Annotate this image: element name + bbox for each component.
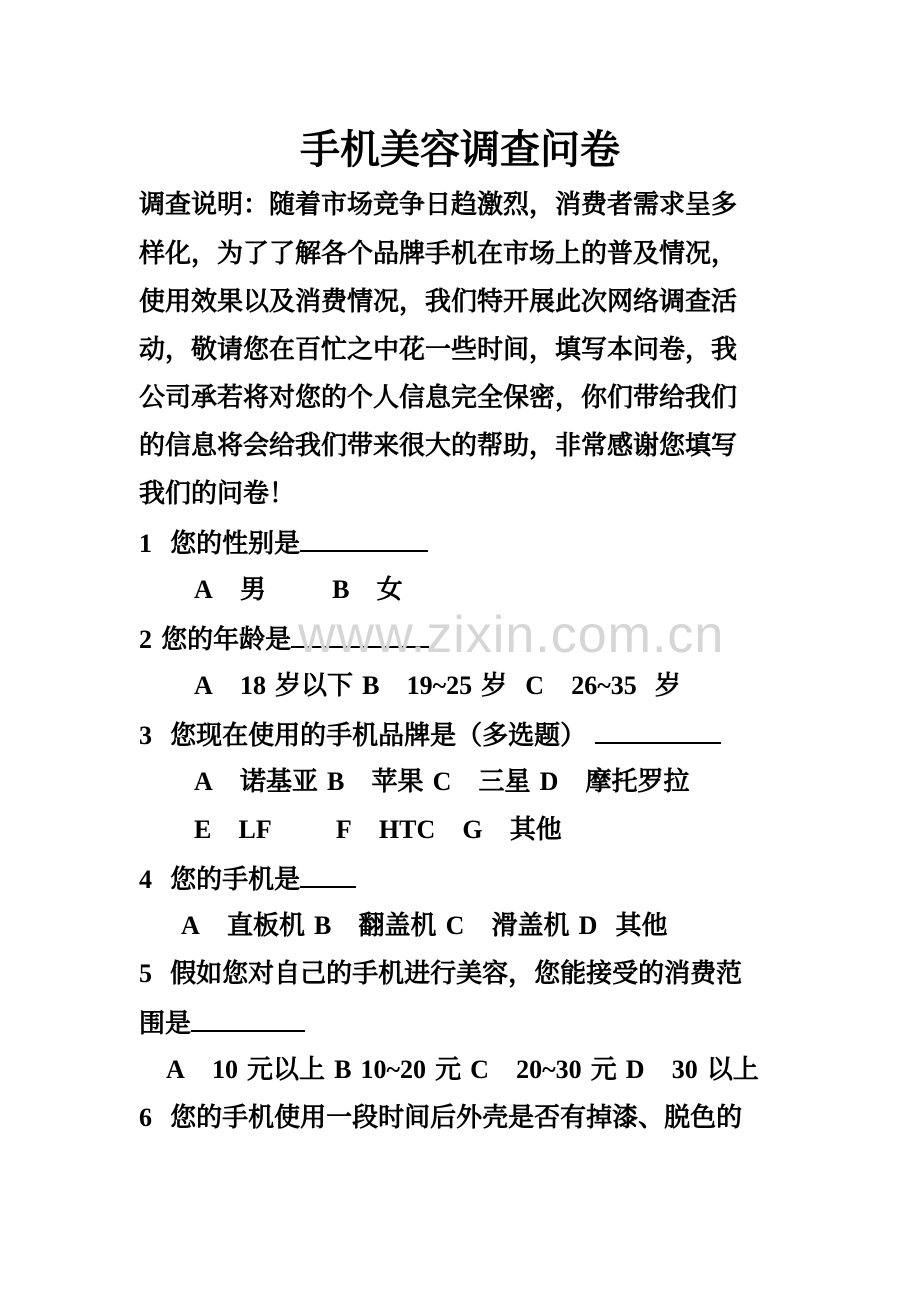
- question-5-options: [166, 1054, 759, 1086]
- question-number: 4: [139, 865, 152, 894]
- option-letter: C: [445, 911, 465, 940]
- option-letter: G: [462, 815, 483, 844]
- option-text: 滑盖机: [491, 911, 570, 941]
- question-4-options: [181, 910, 668, 942]
- option-letter: B: [362, 671, 380, 700]
- question-4: [139, 862, 356, 896]
- question-5-continued: [139, 1006, 305, 1040]
- intro-line-4: 动，敬请您在百忙之中花一些时间，填写本问卷，我: [139, 335, 738, 365]
- option-text: 元: [435, 1055, 462, 1085]
- question-2-options: [194, 670, 681, 702]
- option-letter: D: [539, 767, 559, 796]
- option-letter: B: [334, 1055, 352, 1084]
- question-number: 3: [139, 721, 152, 750]
- option-letter: C: [525, 671, 545, 700]
- option-letter: B: [332, 575, 350, 604]
- option-text: 诺基亚: [239, 767, 318, 797]
- question-3: [139, 718, 721, 752]
- option-text: 女: [376, 575, 403, 605]
- option-text: 直板机: [226, 911, 305, 941]
- question-text: 您的手机是: [170, 865, 301, 895]
- question-number: 5: [139, 959, 152, 988]
- question-number: 1: [139, 529, 152, 558]
- option-number: 19~25: [406, 671, 473, 700]
- question-text: 您的手机使用一段时间后外壳是否有掉漆、脱色的: [170, 1103, 743, 1133]
- option-letter: B: [314, 911, 332, 940]
- option-number: 10: [211, 1055, 238, 1084]
- answer-blank[interactable]: [300, 862, 356, 888]
- option-text: 其他: [615, 911, 668, 941]
- option-text: 男: [239, 575, 266, 605]
- question-6: [139, 1102, 742, 1134]
- answer-blank[interactable]: [191, 1006, 305, 1032]
- intro-line-3: 使用效果以及消费情况，我们特开展此次网络调查活: [139, 287, 738, 317]
- option-text: HTC: [378, 815, 436, 844]
- watermark: www.zixin.com.cn: [298, 606, 725, 664]
- option-number: 30: [671, 1055, 698, 1084]
- question-text: 您的性别是: [170, 529, 301, 559]
- question-text: 假如您对自己的手机进行美容，您能接受的消费范: [170, 959, 743, 989]
- question-text: 您的年龄是: [161, 625, 292, 655]
- question-1: [139, 526, 428, 560]
- option-text: 元以上: [247, 1055, 326, 1085]
- intro-line-5: 公司承若将对您的个人信息完全保密，你们带给我们: [139, 383, 738, 413]
- option-letter: D: [625, 1055, 645, 1084]
- option-text: LF: [238, 815, 272, 844]
- intro-line-7: 我们的问卷！: [139, 479, 296, 509]
- option-text: 三星: [478, 767, 531, 797]
- option-number: 26~35: [571, 671, 637, 700]
- intro-line-2: 样化，为了了解各个品牌手机在市场上的普及情况，: [139, 239, 738, 269]
- option-text: 其他: [509, 815, 562, 845]
- option-text: 岁以下: [275, 671, 354, 701]
- option-letter: A: [194, 767, 213, 796]
- option-number: 10~20: [360, 1055, 427, 1084]
- question-text: 您现在使用的手机品牌是（多选题）: [170, 721, 587, 751]
- question-text: 围是: [139, 1009, 192, 1039]
- question-number: 6: [139, 1103, 152, 1132]
- option-text: 岁: [481, 671, 508, 701]
- option-letter: D: [578, 911, 598, 940]
- question-number: 2: [139, 625, 152, 654]
- option-text: 苹果: [371, 767, 424, 797]
- option-text: 元: [590, 1055, 617, 1085]
- question-3-options-row-1: [194, 766, 690, 798]
- option-letter: A: [166, 1055, 185, 1084]
- option-letter: C: [432, 767, 452, 796]
- option-text: 以上: [706, 1055, 759, 1085]
- option-text: 岁: [654, 671, 681, 701]
- option-letter: A: [194, 671, 213, 700]
- option-text: 翻盖机: [358, 911, 437, 941]
- option-letter: F: [335, 815, 352, 844]
- option-text: 摩托罗拉: [585, 767, 690, 797]
- question-1-options: [194, 574, 403, 606]
- option-letter: E: [194, 815, 212, 844]
- page-title: 手机美容调查问卷: [300, 127, 620, 173]
- question-3-options-row-2: [194, 814, 562, 846]
- intro-line-1: 调查说明：随着市场竞争日趋激烈，消费者需求呈多: [139, 190, 738, 220]
- option-number: 18: [239, 671, 266, 700]
- option-letter: A: [181, 911, 200, 940]
- question-5: [139, 958, 742, 990]
- answer-blank[interactable]: [300, 526, 428, 552]
- option-letter: C: [470, 1055, 489, 1084]
- answer-blank[interactable]: [595, 718, 721, 744]
- intro-line-6: 的信息将会给我们带来很大的帮助，非常感谢您填写: [139, 431, 738, 461]
- option-letter: A: [194, 575, 213, 604]
- option-letter: B: [327, 767, 345, 796]
- option-number: 20~30: [516, 1055, 582, 1084]
